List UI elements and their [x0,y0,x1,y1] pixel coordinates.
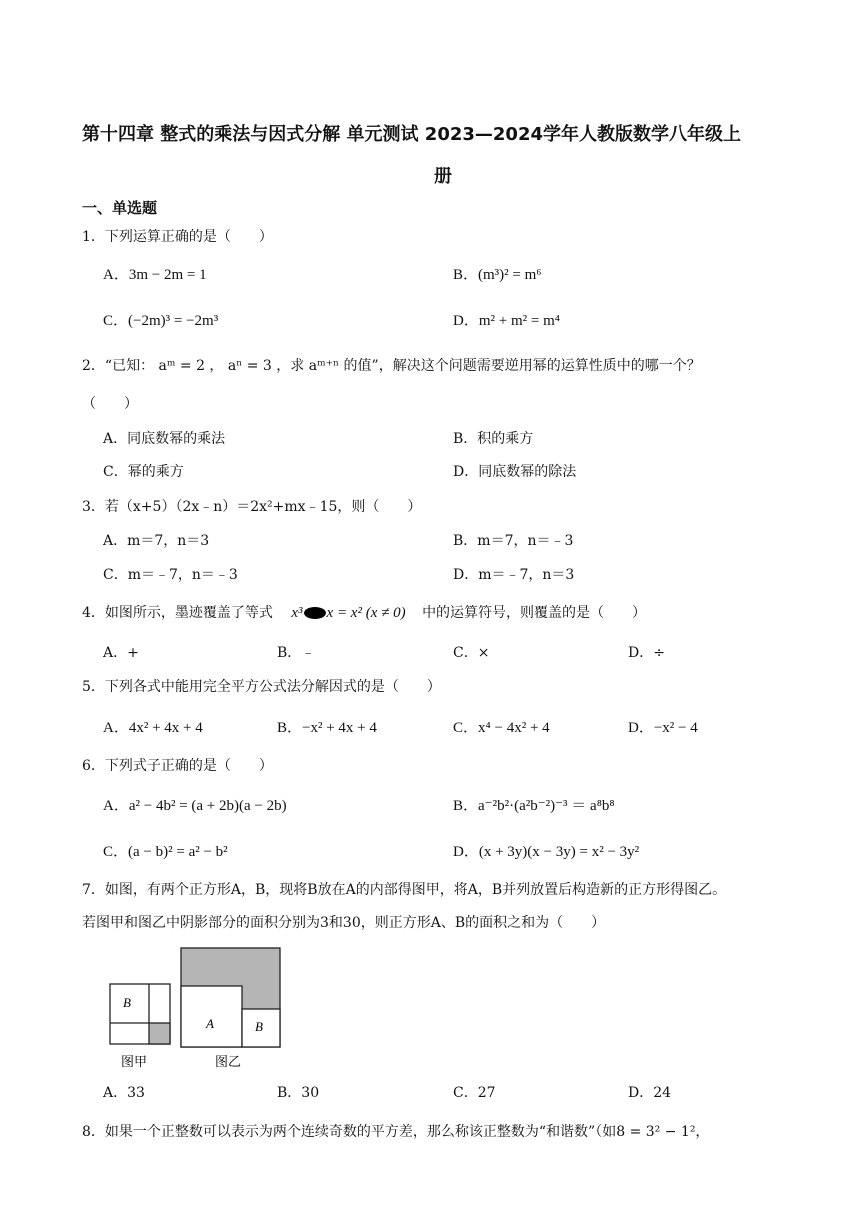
figure-yi-label-b: B [255,1019,263,1034]
squares-figure [105,942,290,1072]
question-2-option-a: A．同底数幂的乘法 [103,431,226,447]
figure-caption-yi: 图乙 [215,1055,242,1070]
question-2-stem: 2．“已知： aᵐ = 2 ， aⁿ = 3 ，求 aᵐ⁺ⁿ 的值”，解决这个问题需要逆用幂的运算性质中的哪一个？ [82,358,701,374]
figure-yi-label-a: A [206,1016,214,1031]
question-7-option-c: C．27 [453,1085,496,1101]
question-4-stem-pre: 4．如图所示，墨迹覆盖了等式 [82,605,273,621]
section-heading: 一、单选题 [82,199,158,217]
question-5-option-d: D．−x² − 4 [628,720,698,736]
figure-yi [181,948,280,1047]
question-7-option-b: B．30 [277,1085,320,1101]
question-3-option-d: D．m＝﹣7，n＝3 [453,567,575,583]
question-4-option-b: B．﹣ [277,645,316,661]
question-6-stem: 6．下列式子正确的是（ ） [82,758,273,774]
question-5-option-c: C．x⁴ − 4x² + 4 [453,720,550,736]
question-1-option-a: A．3m − 2m = 1 [103,267,207,283]
question-7-stem-line1: 7．如图，有两个正方形A，B，现将B放在A的内部得图甲，将A，B并列放置后构造新的正方形得图乙。 [82,882,727,898]
document-title-line1: 第十四章 整式的乘法与因式分解 单元测试 2023—2024学年人教版数学八年级上 [82,124,741,145]
question-1-option-b: B．(m³)² = m⁶ [453,267,542,283]
question-6-option-a: A．a² − 4b² = (a + 2b)(a − 2b) [103,798,287,814]
question-7-option-a: A．33 [103,1085,145,1101]
ink-blot-icon [304,607,326,619]
question-5-stem: 5．下列各式中能用完全平方公式法分解因式的是（ ） [82,679,441,695]
question-4-eq-left: x³ [291,605,303,621]
figure-caption-jia: 图甲 [121,1055,148,1070]
figure-jia-label-b: B [123,995,131,1010]
question-1-option-c: C．(−2m)³ = −2m³ [103,313,219,329]
question-5-option-b: B．−x² + 4x + 4 [277,720,377,736]
question-4-option-c: C．× [453,645,490,661]
question-2-option-b: B．积的乘方 [453,431,534,447]
question-7-stem-line2: 若图甲和图乙中阴影部分的面积分别为3和30，则正方形A、B的面积之和为（ ） [82,915,606,931]
question-2-option-c: C．幂的乘方 [103,464,184,480]
question-5-option-a: A．4x² + 4x + 4 [103,720,203,736]
question-4-stem [82,602,646,622]
question-6-option-d: D．(x + 3y)(x − 3y) = x² − 3y² [453,844,640,860]
question-2-stem-cont: （ ） [82,396,138,412]
question-3-stem: 3．若（x+5）（2x﹣n）＝2x²+mx﹣15，则（ ） [82,499,422,515]
question-7-option-d: D．24 [628,1085,672,1101]
question-2-option-d: D．同底数幂的除法 [453,464,577,480]
question-6-option-c: C．(a − b)² = a² − b² [103,844,228,860]
question-8-stem: 8．如果一个正整数可以表示为两个连续奇数的平方差，那么称该正整数为“和谐数”（如8 = 3² − 1²， [82,1124,710,1140]
question-4-option-a: A．+ [103,645,139,661]
question-1-option-d: D．m² + m² = m⁴ [453,313,560,329]
figure-jia [110,984,170,1044]
document-title-line2: 册 [434,166,452,187]
question-4-stem-post: 中的运算符号，则覆盖的是（ ） [422,605,647,621]
question-6-option-b: B．a⁻²b²·(a²b⁻²)⁻³ ＝ a⁸b⁸ [453,798,615,814]
question-4-eq-right: x = x² (x ≠ 0) [326,605,406,621]
question-1-stem: 1．下列运算正确的是（ ） [82,229,273,245]
question-3-option-a: A．m＝7，n＝3 [103,533,210,549]
question-4-option-d: D．÷ [628,645,665,661]
question-3-option-c: C．m＝﹣7，n＝﹣3 [103,567,238,583]
question-3-option-b: B．m＝7，n＝﹣3 [453,533,574,549]
